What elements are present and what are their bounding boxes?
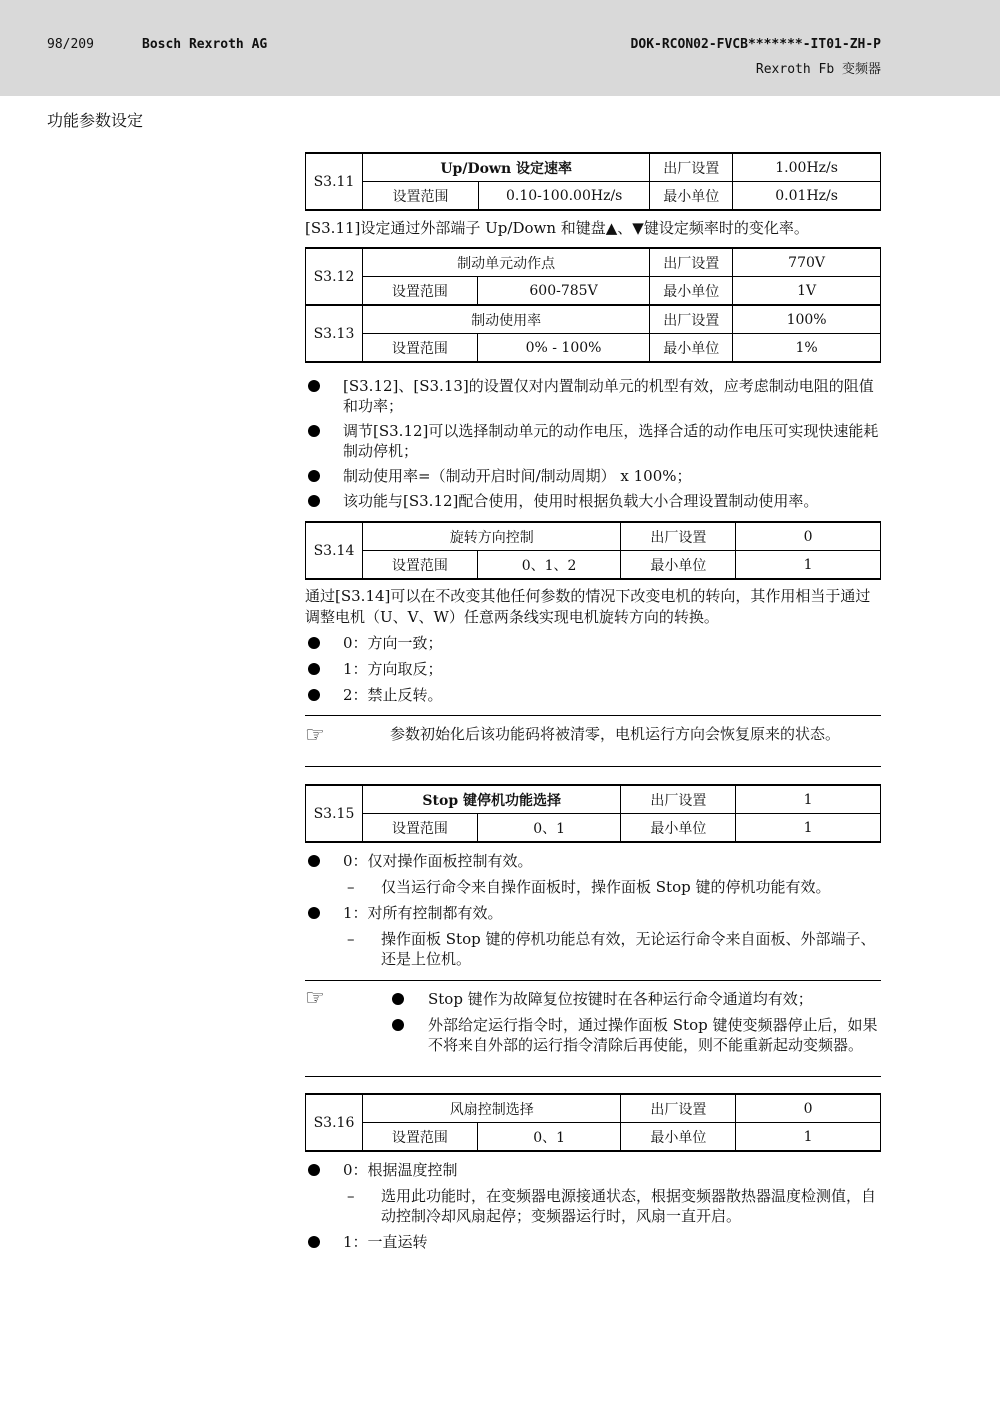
list-item: [S3.12]、[S3.13]的设置仅对内置制动单元的机型有效，应考虑制动电阻的阻值和功率；: [305, 376, 881, 416]
bullet-dot-icon: [308, 495, 320, 507]
factory-value: 100%: [733, 305, 881, 334]
param-code: S3.15: [306, 785, 363, 842]
param-table-s314: [305, 521, 881, 580]
unit-label: 最小单位: [650, 334, 733, 363]
range-label: 设置范围: [362, 334, 477, 363]
factory-value: 0: [736, 1094, 881, 1123]
page-header: [0, 0, 1000, 96]
param-code: S3.11: [306, 153, 363, 210]
unit-label: 最小单位: [621, 814, 736, 843]
bullet-dot-icon: [392, 993, 404, 1005]
range-value: 0、1、2: [477, 551, 621, 580]
divider: [305, 766, 881, 767]
param-table-s312-s313: [305, 247, 881, 363]
param-table-s316: [305, 1093, 881, 1152]
unit-value: 1V: [733, 277, 881, 306]
bullet-dot-icon: [308, 1164, 320, 1176]
dash-icon: –: [347, 930, 355, 948]
sub-item: – 仅当运行命令来自操作面板时，操作面板 Stop 键的停机功能有效。: [347, 878, 831, 896]
factory-label: 出厂设置: [650, 305, 733, 334]
bullet-dot-icon: [308, 689, 320, 701]
bullet-dot-icon: [308, 663, 320, 675]
param-code: S3.16: [306, 1094, 363, 1151]
bullet-dot-icon: [308, 1236, 320, 1248]
sub-item: – 操作面板 Stop 键的停机功能总有效，无论运行命令来自面板、外部端子、还是上位机。: [347, 930, 876, 968]
list-item: 2：禁止反转。: [305, 685, 881, 705]
param-table-s315: [305, 784, 881, 843]
bullet-dot-icon: [308, 470, 320, 482]
bullet-dot-icon: [308, 380, 320, 392]
dash-icon: –: [347, 1187, 355, 1205]
list-item: 1：对所有控制都有效。: [305, 903, 881, 923]
description-s314: 通过[S3.14]可以在不改变其他任何参数的情况下改变电机的转向，其作用相当于通过调整电机（U、V、W）任意两条线实现电机旋转方向的转换。: [305, 587, 871, 626]
list-item: 0：仅对操作面板控制有效。: [305, 851, 881, 871]
bullet-dot-icon: [308, 855, 320, 867]
section-title: 功能参数设定: [47, 111, 144, 130]
divider: [305, 715, 881, 716]
unit-label: 最小单位: [621, 551, 736, 580]
param-name: 制动单元动作点: [362, 248, 649, 277]
unit-value: 1: [736, 551, 881, 580]
factory-label: 出厂设置: [650, 153, 733, 182]
param-code: S3.14: [306, 522, 363, 579]
range-label: 设置范围: [362, 551, 477, 580]
unit-value: 1%: [733, 334, 881, 363]
page-number: 98/209: [47, 37, 94, 52]
param-table-s311: [305, 152, 881, 211]
param-name: 旋转方向控制: [362, 522, 621, 551]
range-label: 设置范围: [362, 814, 477, 843]
pointing-hand-icon: ☞: [305, 986, 325, 1011]
factory-label: 出厂设置: [621, 785, 736, 814]
sub-item: – 选用此功能时，在变频器电源接通状态，根据变频器散热器温度检测值，自动控制冷却风扇起停；变频器运行时，风扇一直开启。: [347, 1187, 877, 1225]
unit-value: 0.01Hz/s: [733, 182, 881, 211]
range-label: 设置范围: [362, 1123, 477, 1152]
bullet-dot-icon: [308, 907, 320, 919]
factory-label: 出厂设置: [650, 248, 733, 277]
factory-label: 出厂设置: [621, 1094, 736, 1123]
bullet-dot-icon: [308, 425, 320, 437]
param-name: Stop 键停机功能选择: [362, 785, 621, 814]
list-item: 制动使用率=（制动开启时间/制动周期） x 100%；: [305, 466, 881, 486]
list-item: 调节[S3.12]可以选择制动单元的动作电压，选择合适的动作电压可实现快速能耗制动停机；: [305, 421, 881, 461]
range-value: 0、1: [477, 814, 621, 843]
unit-label: 最小单位: [650, 277, 733, 306]
dash-icon: –: [347, 878, 355, 896]
product-name: Rexroth Fb 变频器: [755, 62, 881, 77]
range-value: 0.10-100.00Hz/s: [505, 187, 623, 204]
range-label: 设置范围: [363, 182, 479, 209]
range-value: 600-785V: [477, 277, 650, 306]
unit-value: 1: [736, 1123, 881, 1152]
divider: [305, 980, 881, 981]
param-name: Up/Down 设定速率: [362, 153, 649, 182]
range-label: 设置范围: [362, 277, 477, 306]
divider: [305, 1076, 881, 1077]
pointing-hand-icon: ☞: [305, 723, 325, 748]
company-name: Bosch Rexroth AG: [142, 37, 268, 52]
note-text: 参数初始化后该功能码将被清零，电机运行方向会恢复原来的状态。: [390, 725, 841, 743]
factory-value: 770V: [733, 248, 881, 277]
factory-value: 1.00Hz/s: [733, 153, 881, 182]
description-s311: [S3.11]设定通过外部端子 Up/Down 和键盘▲、▼键设定频率时的变化率。: [305, 219, 809, 237]
unit-label: 最小单位: [650, 182, 733, 211]
list-item: 0：方向一致；: [305, 633, 881, 653]
param-name: 制动使用率: [362, 305, 649, 334]
bullet-dot-icon: [308, 637, 320, 649]
note-item: Stop 键作为故障复位按键时在各种运行命令通道均有效；: [390, 989, 881, 1009]
list-item: 1：方向取反；: [305, 659, 881, 679]
param-code: S3.12: [306, 248, 363, 305]
unit-label: 最小单位: [621, 1123, 736, 1152]
note-item: 外部给定运行指令时，通过操作面板 Stop 键使变频器停止后，如果不将来自外部的运行指令清除后再使能，则不能重新起动变频器。: [390, 1015, 881, 1055]
factory-value: 1: [736, 785, 881, 814]
document-id: DOK-RCON02-FVCB*******-IT01-ZH-P: [630, 37, 881, 52]
param-code: S3.13: [306, 305, 363, 362]
factory-value: 0: [736, 522, 881, 551]
range-value: 0% - 100%: [477, 334, 650, 363]
param-name: 风扇控制选择: [362, 1094, 621, 1123]
factory-label: 出厂设置: [621, 522, 736, 551]
range-value: 0、1: [477, 1123, 621, 1152]
unit-value: 1: [736, 814, 881, 843]
bullet-dot-icon: [392, 1019, 404, 1031]
list-item: 0：根据温度控制: [305, 1160, 881, 1180]
list-item: 该功能与[S3.12]配合使用，使用时根据负载大小合理设置制动使用率。: [305, 491, 881, 511]
list-item: 1：一直运转: [305, 1232, 881, 1252]
